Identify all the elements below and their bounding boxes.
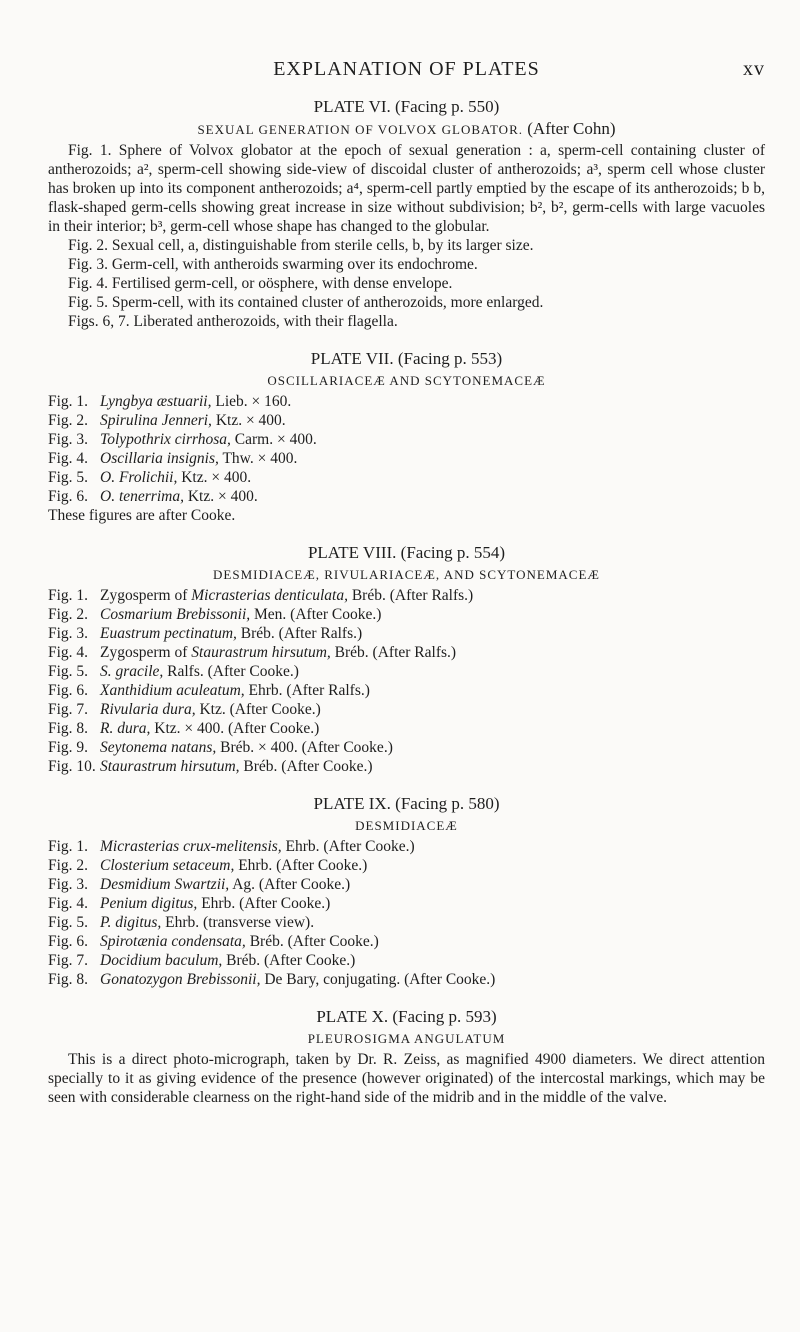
fig-details: Ag. (After Cooke.) <box>229 876 351 893</box>
plate-9-fig-8 <box>48 970 765 989</box>
plate-8-fig-6 <box>48 681 765 700</box>
fig-details: Ehrb. (After Cooke.) <box>234 857 368 874</box>
species-name: Staurastrum hirsutum, <box>191 644 331 661</box>
fig-details: Bréb. (After Ralfs.) <box>330 644 457 661</box>
fig-details: Ktz. × 400. <box>183 488 258 505</box>
fig-label: Fig. 1. <box>48 587 89 604</box>
species-name: Rivularia dura, <box>100 701 196 718</box>
plate-10-subtitle: PLEUROSIGMA ANGULATUM <box>307 1031 506 1046</box>
plate-8-fig-1 <box>48 586 765 605</box>
species-name: Desmidium Swartzii, <box>100 876 230 893</box>
fig-label: Fig. 5. <box>48 663 89 680</box>
fig-details: Bréb. (After Cooke.) <box>222 952 356 969</box>
species-name: Spirulina Jenneri, <box>100 412 212 429</box>
species-name: Closterium setaceum, <box>100 857 235 874</box>
fig-details: Thw. × 400. <box>218 450 298 467</box>
plate-6-fig-5: Fig. 5. Sperm-cell, with its contained cluster of antherozoids, more enlarged. <box>68 294 544 311</box>
species-name: R. dura, <box>100 720 151 737</box>
fig-prefix: Zygosperm of <box>100 587 192 604</box>
plate-8-fig-2 <box>48 605 765 624</box>
fig-label: Fig. 5. <box>48 914 89 931</box>
plate-6-fig-1: Fig. 1. Sphere of Volvox globator at the epoch of sexual generation : a, sperm-cell containing cluster of antherozoids; a², sperm-cell showing side-view of discoidal cluster of antherozoids; a³, sperm cell whose cluster has broken up into its component antherozoids; a⁴, sperm-cell partly emptied by the escape of its antherozoids; b b, flask-shaped germ-cells showing great increase in size without subdivision; b², b², germ-cells with large vacuoles in their interior; b³, germ-cell whose shape has changed to the globular. <box>48 142 765 235</box>
fig-details: Ktz. × 400. (After Cooke.) <box>150 720 320 737</box>
fig-label: Fig. 1. <box>48 393 89 410</box>
species-name: Euastrum pectinatum, <box>100 625 237 642</box>
fig-details: De Bary, conjugating. (After Cooke.) <box>260 971 496 988</box>
fig-label: Fig. 7. <box>48 701 89 718</box>
running-head-title: EXPLANATION OF PLATES <box>273 58 540 80</box>
fig-label: Fig. 4. <box>48 450 89 467</box>
plate-7-fig-6 <box>48 487 765 506</box>
fig-label: Fig. 7. <box>48 952 89 969</box>
fig-prefix: Zygosperm of <box>100 644 192 661</box>
plate-9-fig-1 <box>48 837 765 856</box>
species-name: Oscillaria insignis, <box>100 450 219 467</box>
fig-label: Fig. 3. <box>48 431 89 448</box>
plate-10-body: This is a direct photo-micrograph, taken by Dr. R. Zeiss, as magnified 4900 diameters. We direct attention specially to it as giving evidence of the presence (however originated) of the intercostal markings, which may be seen with considerable clearness on the right-hand side of the midrib and in the middle of the valve. <box>48 1051 765 1106</box>
fig-details: Men. (After Cooke.) <box>250 606 382 623</box>
plate-8-fig-8 <box>48 719 765 738</box>
plate-6-fig-4: Fig. 4. Fertilised germ-cell, or oösphere, with dense envelope. <box>68 275 453 292</box>
species-name: P. digitus, <box>100 914 162 931</box>
fig-label: Fig. 1. <box>48 838 89 855</box>
plate-7-note: These figures are after Cooke. <box>48 507 236 524</box>
fig-label: Fig. 3. <box>48 876 89 893</box>
plate-9-fig-7 <box>48 951 765 970</box>
fig-details: Ktz. (After Cooke.) <box>195 701 321 718</box>
fig-label: Fig. 6. <box>48 682 89 699</box>
fig-details: Carm. × 400. <box>230 431 317 448</box>
plate-6-heading: PLATE VI. (Facing p. 550) <box>313 97 500 116</box>
plate-8-section <box>48 543 765 776</box>
plate-7-fig-4 <box>48 449 765 468</box>
fig-label: Fig. 2. <box>48 412 89 429</box>
species-name: Cosmarium Brebissonii, <box>100 606 251 623</box>
fig-label: Fig. 6. <box>48 933 89 950</box>
species-name: Docidium baculum, <box>100 952 223 969</box>
plate-10-heading: PLATE X. (Facing p. 593) <box>316 1007 497 1026</box>
species-name: Staurastrum hirsutum, <box>100 758 240 775</box>
plate-9-fig-6 <box>48 932 765 951</box>
fig-label: Fig. 3. <box>48 625 89 642</box>
fig-label: Fig. 2. <box>48 857 89 874</box>
plate-9-fig-2 <box>48 856 765 875</box>
species-name: Penium digitus, <box>100 895 198 912</box>
fig-details: Ehrb. (After Ralfs.) <box>244 682 370 699</box>
fig-details: Ehrb. (After Cooke.) <box>281 838 415 855</box>
species-name: Seytonema natans, <box>100 739 217 756</box>
plate-8-subtitle: DESMIDIACEÆ, RIVULARIACEÆ, AND SCYTONEMACEÆ <box>213 567 600 582</box>
species-name: Lyngbya æstuarii, <box>100 393 212 410</box>
page-number: xv <box>743 58 765 80</box>
plate-7-section <box>48 349 765 525</box>
plate-9-heading: PLATE IX. (Facing p. 580) <box>313 794 500 813</box>
fig-label: Fig. 6. <box>48 488 89 505</box>
plate-6-subtitle-after: (After Cohn) <box>527 119 616 138</box>
species-name: O. tenerrima, <box>100 488 184 505</box>
plate-6-fig-3: Fig. 3. Germ-cell, with antheroids swarming over its endochrome. <box>68 256 478 273</box>
fig-label: Fig. 4. <box>48 644 89 661</box>
plate-10-section <box>48 1007 765 1107</box>
plate-7-fig-2 <box>48 411 765 430</box>
fig-details: Bréb. (After Ralfs.) <box>236 625 363 642</box>
fig-label: Fig. 10. <box>48 758 96 775</box>
fig-details: Bréb. × 400. (After Cooke.) <box>216 739 393 756</box>
species-name: Spirotænia condensata, <box>100 933 246 950</box>
plate-8-heading: PLATE VIII. (Facing p. 554) <box>307 543 506 562</box>
plate-7-fig-1 <box>48 392 765 411</box>
fig-label: Fig. 8. <box>48 720 89 737</box>
plate-7-subtitle: OSCILLARIACEÆ AND SCYTONEMACEÆ <box>267 373 546 388</box>
species-name: Xanthidium aculeatum, <box>100 682 245 699</box>
plate-8-fig-4 <box>48 643 765 662</box>
fig-label: Fig. 9. <box>48 739 89 756</box>
plate-7-fig-3 <box>48 430 765 449</box>
fig-details: Ralfs. (After Cooke.) <box>163 663 299 680</box>
fig-details: Ktz. × 400. <box>211 412 286 429</box>
fig-details: Bréb. (After Cooke.) <box>245 933 379 950</box>
plate-6-fig-2: Fig. 2. Sexual cell, a, distinguishable from sterile cells, b, by its larger size. <box>68 237 534 254</box>
fig-details: Ehrb. (transverse view). <box>161 914 315 931</box>
plate-9-section <box>48 794 765 989</box>
plate-6-figs-6-7: Figs. 6, 7. Liberated antherozoids, with their flagella. <box>68 313 398 330</box>
species-name: S. gracile, <box>100 663 164 680</box>
species-name: Tolypothrix cirrhosa, <box>100 431 231 448</box>
plate-8-fig-9 <box>48 738 765 757</box>
plate-8-fig-5 <box>48 662 765 681</box>
species-name: O. Frolichii, <box>100 469 178 486</box>
plate-8-fig-10 <box>48 757 765 776</box>
plate-6-subtitle-text: SEXUAL GENERATION OF VOLVOX GLOBATOR. <box>197 122 523 137</box>
plate-7-heading: PLATE VII. (Facing p. 553) <box>310 349 503 368</box>
fig-label: Fig. 5. <box>48 469 89 486</box>
fig-details: Ktz. × 400. <box>177 469 252 486</box>
plate-8-fig-7 <box>48 700 765 719</box>
fig-label: Fig. 4. <box>48 895 89 912</box>
species-name: Gonatozygon Brebissonii, <box>100 971 261 988</box>
species-name: Micrasterias crux-melitensis, <box>100 838 282 855</box>
plate-9-fig-5 <box>48 913 765 932</box>
fig-details: Ehrb. (After Cooke.) <box>197 895 331 912</box>
plate-6-section <box>48 97 765 331</box>
fig-details: Bréb. (After Ralfs.) <box>347 587 474 604</box>
plate-9-subtitle: DESMIDIACEÆ <box>355 818 458 833</box>
plate-9-fig-3 <box>48 875 765 894</box>
running-head <box>48 60 765 79</box>
fig-label: Fig. 8. <box>48 971 89 988</box>
fig-details: Lieb. × 160. <box>211 393 292 410</box>
fig-details: Bréb. (After Cooke.) <box>239 758 373 775</box>
plate-8-fig-3 <box>48 624 765 643</box>
fig-label: Fig. 2. <box>48 606 89 623</box>
plate-6-subtitle <box>48 119 765 139</box>
plate-7-fig-5 <box>48 468 765 487</box>
plate-9-fig-4 <box>48 894 765 913</box>
species-name: Micrasterias denticulata, <box>191 587 348 604</box>
